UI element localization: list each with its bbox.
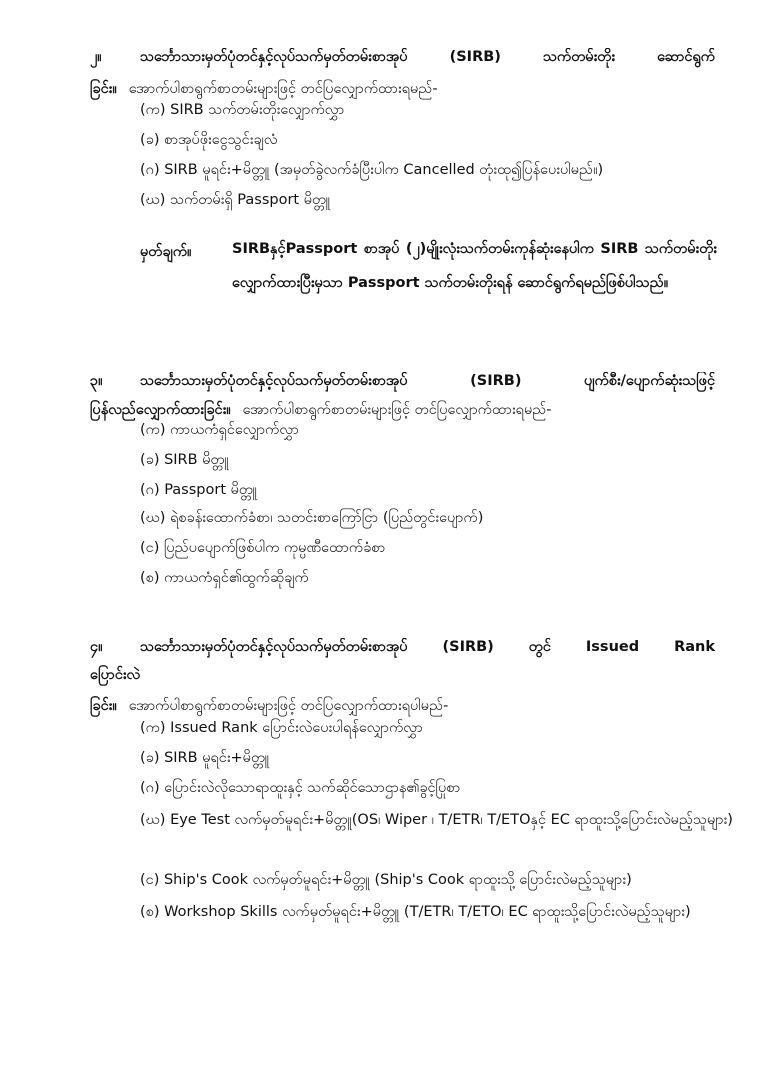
- section-4-title-cont: ပြောင်းလဲ: [90, 667, 141, 683]
- section-3-title-end: ပြန်လည်လျှောက်ထားခြင်း။: [90, 402, 231, 418]
- list-item: (စ) ကာယကံရှင်၏ထွက်ဆိုချက်: [140, 570, 309, 586]
- note-label: မှတ်ချက်။: [140, 244, 192, 260]
- section-3-title: သင်္ဘောသားမှတ်ပုံတင်နှင့်လုပ်သက်မှတ်တမ်းစာအုပ် (SIRB) ပျက်စီး/ပျောက်ဆုံးသဖြင့်: [140, 373, 715, 389]
- list-item: (က) ကာယကံရှင်လျှောက်လွှာ: [140, 422, 299, 438]
- section-4-number: ၄။: [90, 639, 103, 655]
- section-2-number: ၂။: [90, 49, 102, 65]
- list-item: (က) SIRB သက်တမ်းတိုးလျှောက်လွှာ: [140, 102, 345, 118]
- section-3-number: ၃။: [90, 373, 103, 389]
- section-4-title: သင်္ဘောသားမှတ်ပုံတင်နှင့်လုပ်သက်မှတ်တမ်းစာအုပ် (SIRB) တွင် Issued Rank: [140, 639, 715, 655]
- list-item: (ဂ) SIRB မူရင်း+မိတ္တူ (အမှတ်ခွဲလက်ခံပြီးပါက Cancelled တုံးထု၍ပြန်ပေးပါမည်။): [140, 162, 604, 178]
- list-item: (စ) Workshop Skills လက်မှတ်မူရင်း+မိတ္တူ (T/ETR၊ T/ETO၊ EC ရာထူးသို့ပြောင်းလဲမည့်သူများ): [140, 904, 691, 920]
- section-2-title-end: ခြင်း။: [90, 81, 117, 97]
- section-3-intro: အောက်ပါစာရွက်စာတမ်းများဖြင့် တင်ပြလျှောက်ထားရမည်-: [242, 402, 552, 418]
- list-item: (ဃ) ရဲစခန်းထောက်ခံစာ၊ သတင်းစာကြော်ငြာ (ပြည်တွင်းပျောက်): [140, 510, 484, 526]
- list-item: (က) Issued Rank ပြောင်းလဲပေးပါရန်လျှောက်လွှာ: [140, 720, 423, 736]
- list-item: (င) ပြည်ပပျောက်ဖြစ်ပါက ကုမ္ပဏီထောက်ခံစာ: [140, 540, 386, 556]
- section-4-intro: အောက်ပါစာရွက်စာတမ်းများဖြင့် တင်ပြလျှောက်ထားရပါမည်-: [128, 698, 449, 714]
- list-item: (င) Ship's Cook လက်မှတ်မူရင်း+မိတ္တူ (Ship's Cook ရာထူးသို့ ပြောင်းလဲမည့်သူများ): [140, 872, 632, 888]
- list-item: (ခ) SIRB မိတ္တူ: [140, 452, 229, 468]
- list-item: (ဃ) သက်တမ်းရှိ Passport မိတ္တူ: [140, 192, 331, 208]
- note-text: SIRBနှင့်Passport စာအုပ် (၂)မျိုးလုံးသက်တမ်းကုန်ဆုံးနေပါက SIRB သက်တမ်းတိုး လျှောက်ထားပြီးမှသာ Passport သက်တမ်းတိုးရန် ဆောင်ရွက်ရမည်ဖြစ်ပါသည်။: [232, 241, 717, 291]
- section-2-intro: အောက်ပါစာရွက်စာတမ်းများဖြင့် တင်ပြလျှောက်ထားရမည်-: [128, 81, 438, 97]
- list-item: (ခ) SIRB မူရင်း+မိတ္တူ: [140, 750, 270, 766]
- section-2-title: သင်္ဘောသားမှတ်ပုံတင်နှင့်လုပ်သက်မှတ်တမ်းစာအုပ် (SIRB) သက်တမ်းတိုး ဆောင်ရွက်: [140, 49, 715, 65]
- list-item: (ဂ) ပြောင်းလဲလိုသောရာထူးနှင့် သက်ဆိုင်သောဌာန၏ခွင့်ပြုစာ: [140, 780, 461, 796]
- list-item: (ဂ) Passport မိတ္တူ: [140, 482, 258, 498]
- list-item: (ဃ) Eye Test လက်မှတ်မူရင်း+မိတ္တူ(OS၊ Wiper ၊ T/ETR၊ T/ETOနှင့် EC ရာထူးသို့ပြောင်းလဲမည့်သူများ): [140, 812, 733, 828]
- list-item: (ခ) စာအုပ်ဖိုးငွေသွင်းချလံ: [140, 132, 278, 148]
- section-4-title-end: ခြင်း။: [90, 698, 117, 714]
